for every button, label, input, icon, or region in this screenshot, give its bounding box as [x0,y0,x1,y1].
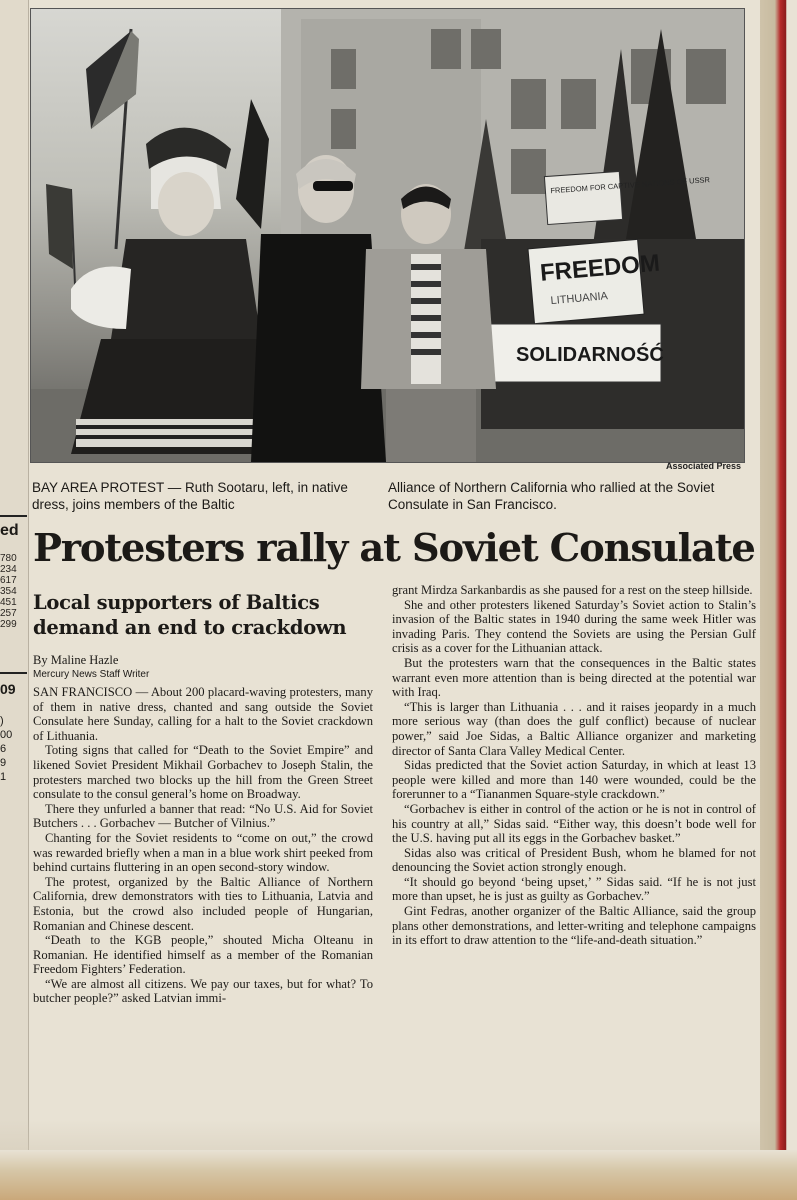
paragraph: Sidas also was critical of President Bush, whom he blamed for not denouncing the Soviet action strongly enough. [392,845,756,875]
list-item: 9 [0,757,7,769]
sign-text: FREEDOM FOR CAPTIVE NATIONS OF USSR [550,175,711,196]
paragraph: “It should go beyond ‘being upset,’ ” Sidas said. “If he is not just more than upset, he is just as guilty as Gorbachev.” [392,874,756,904]
news-photo [30,8,745,463]
list-item: 234 [0,564,17,575]
paragraph: Toting signs that called for “Death to the Soviet Empire” and likened Soviet President Mikhail Gorbachev to Joseph Stalin, the protesters marched two blocks up the hill from the Green Street consulate to the consul general’s home on Broadway. [33,743,373,802]
sign-text: LITHUANIA [550,290,609,308]
list-item: 257 [0,608,17,619]
caption-left: BAY AREA PROTEST — Ruth Sootaru, left, in native dress, joins members of the Baltic [32,480,348,512]
list-item: 451 [0,597,17,608]
paragraph: Gint Fedras, another organizer of the Baltic Alliance, said the group plans other demonstrations, and letter-writing and telephone campaigns in its effort to draw attention to the “life-and-death situation.” [392,904,756,948]
window [511,79,546,129]
window [471,29,501,69]
paragraph: “This is larger than Lithuania . . . and it raises jeopardy in a much more serious way (than does the gulf conflict) because of nuclear power,” said Joe Sidas, a Baltic Alliance organizer and marketing director of Santa Clara Valley Medical Center. [392,699,756,758]
window [686,49,726,104]
paragraph: Chanting for the Soviet residents to “come on out,” the crowd was rewarded briefly when a man in a blue work shirt peeked from behind curtains fluttering in an open second-story window. [33,830,373,875]
photo-credit: Associated Press [666,461,742,471]
paper-fold [0,1120,760,1150]
flag [46,184,73,269]
paragraph: There they unfurled a banner that read: “No U.S. Aid for Soviet Butchers . . . Gorbachev — Butcher of Vilnius.” [33,801,373,831]
protest-sign-freedom [528,239,661,323]
paragraph: “Death to the KGB people,” shouted Micha Olteanu in Romanian. He identified himself as a member of the Romanian Freedom Fighters’ Federation. [33,933,373,977]
woman-native-dress [71,128,266,454]
flag [236,99,269,229]
banner-text: SOLIDARNOŚĆ [516,344,664,366]
photo-illustration [31,9,744,462]
caption-right: Alliance of Northern California who rallied at the Soviet Consulate in San Francisco. [388,480,715,512]
list-item: 780 [0,553,17,564]
window [561,79,596,129]
list-item: 299 [0,619,17,630]
paragraph: grant Mirdza Sarkanbardis as she paused for a rest on the steep hillside. [392,583,753,597]
paragraph: But the protesters warn that the consequences in the Baltic states warrant even more attention than is being directed at the potential war with Iraq. [392,655,756,700]
solidarnosc-banner [481,324,664,382]
column-rule [0,672,27,674]
window [431,29,461,69]
paragraph: The protest, organized by the Baltic Alliance of Northern California, drew demonstrators with ties to Lithuania, Latvia and Estonia, but the crowd also included people of Hungarian, Romanian and Chinese descent. [33,874,373,933]
column-rule [0,515,27,517]
paragraph: “We are almost all citizens. We pay our taxes, but for what? To butcher people?” asked Latvian immi- [33,976,373,1006]
window [331,49,356,89]
list-item: 1 [0,771,7,783]
adjacent-column [0,0,29,1150]
adjacent-number-list-2 [0,714,27,784]
article-column-1 [33,685,373,1006]
sign-text: FREEDOM [538,249,661,287]
table-surface [0,1150,797,1200]
paragraph: “Gorbachev is either in control of the action or he is not in control of his country at all,” Sidas said. “Either way, this doesn’t bode well for the U.S. having put all its eggs in the Gorbachev basket.” [392,801,756,846]
byline-title: Mercury News Staff Writer [33,669,150,680]
page-edge [760,0,797,1200]
list-item: 6 [0,743,7,755]
window [331,109,356,149]
list-item: 00 [0,729,13,741]
list-item: ) [0,715,4,727]
paragraph: SAN FRANCISCO — About 200 placard-waving protesters, many of them in native dress, chanted and sang outside the Soviet Consulate here Sunday, calling for a halt to the Soviet crackdown of Lithuania. [33,685,373,743]
list-item: 617 [0,575,17,586]
headline: Protesters rally at Soviet Consulate [33,526,755,571]
list-item: 354 [0,586,17,597]
window [511,149,546,194]
adjacent-year-label: 09 [0,681,16,697]
article-column-2 [392,583,756,948]
adjacent-column-label: ed [0,522,19,539]
byline: By Maline Hazle [33,653,119,667]
subheadline: Local supporters of Baltics demand an end to crackdown [33,591,347,639]
paragraph: She and other protesters likened Saturday’s Soviet action to Stalin’s invasion of the Baltic states in 1940 during the same week Hitler was invading Paris. They contend the Soviets are using the Persian Gulf crisis as a cover for the Lithuanian attack. [392,597,756,656]
adjacent-number-list [0,553,27,630]
paragraph: Sidas predicted that the Soviet action Saturday, in which at least 13 people were killed and more than 140 were wounded, could be the forerunner to a “Tiananmen Square-style crackdown.” [392,758,756,802]
